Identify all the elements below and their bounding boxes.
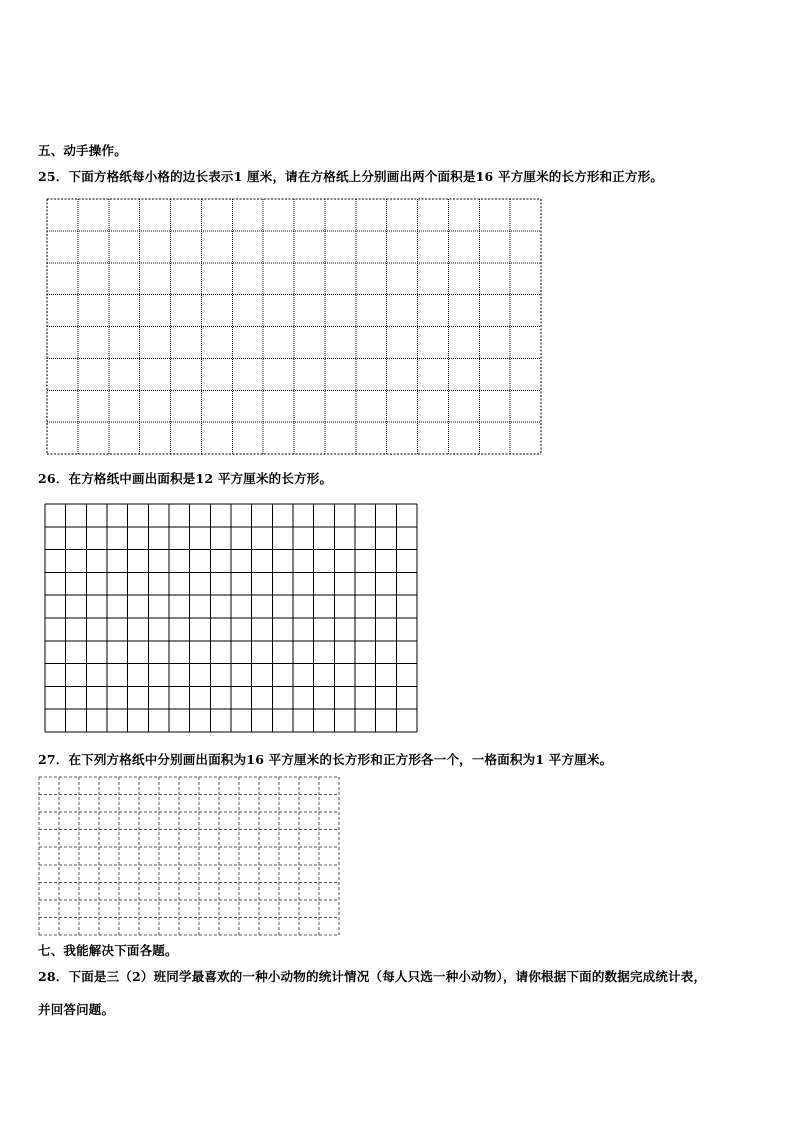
question-28-line2: 并回答问题。 bbox=[38, 1002, 115, 1017]
question-27: 27．在下列方格纸中分别画出面积为16 平方厘米的长方形和正方形各一个，一格面积为1 平方厘米。 bbox=[38, 752, 613, 767]
question-26: 26．在方格纸中画出面积是12 平方厘米的长方形。 bbox=[38, 471, 333, 486]
grid-paper-26[interactable] bbox=[44, 503, 418, 733]
section-title-solve: 七、我能解决下面各题。 bbox=[38, 943, 178, 958]
grid-paper-25[interactable] bbox=[46, 198, 542, 455]
grid-paper-27[interactable] bbox=[38, 776, 340, 936]
question-25: 25．下面方格纸每小格的边长表示1 厘米，请在方格纸上分别画出两个面积是16 平方厘米的长方形和正方形。 bbox=[38, 169, 664, 184]
section-title-hands-on: 五、动手操作。 bbox=[38, 143, 127, 158]
question-28-line1: 28．下面是三（2）班同学最喜欢的一种小动物的统计情况（每人只选一种小动物），请你根据下面的数据完成统计表， bbox=[38, 969, 707, 984]
